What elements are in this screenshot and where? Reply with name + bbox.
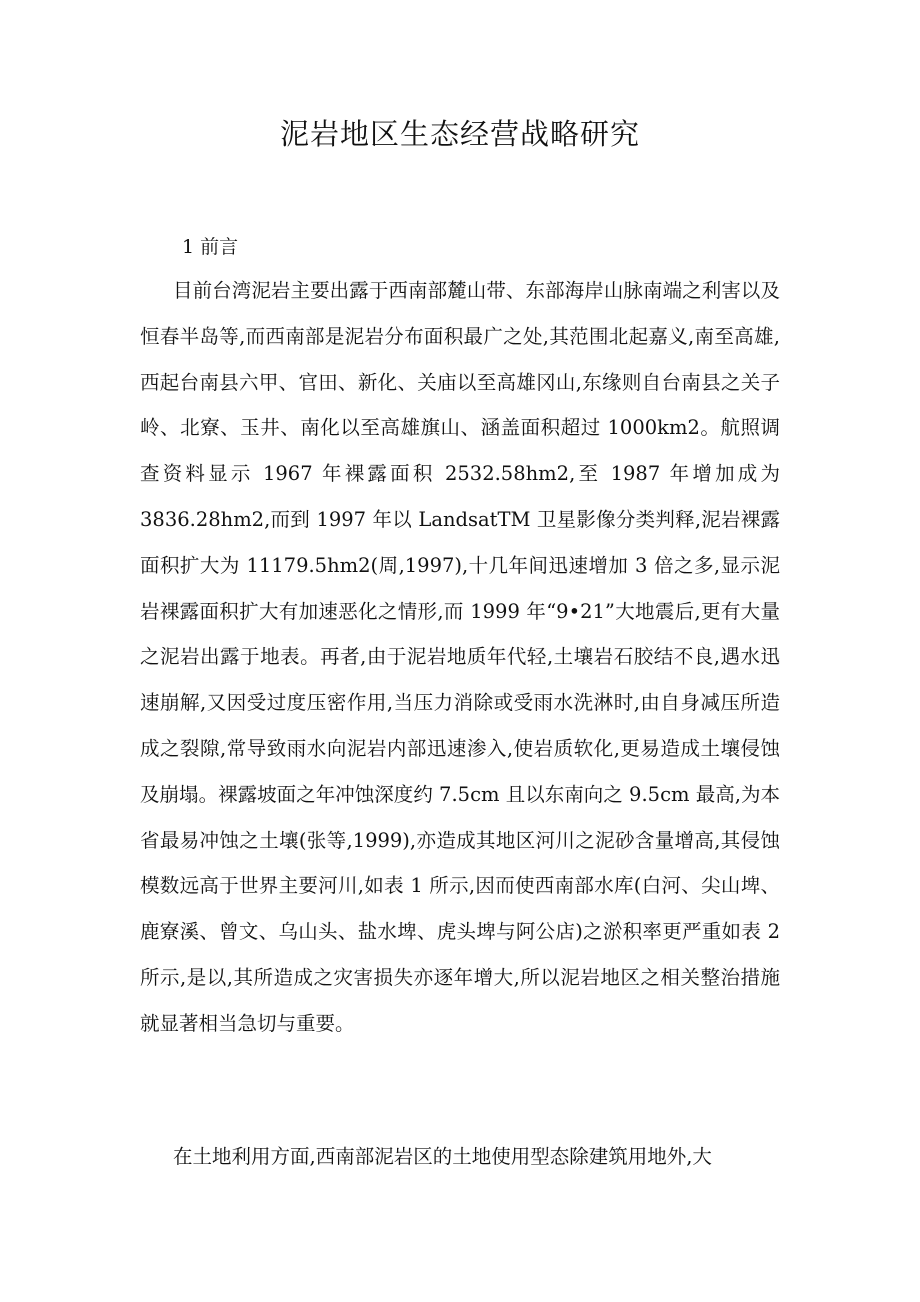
paragraph-introduction: 目前台湾泥岩主要出露于西南部麓山带、东部海岸山脉南端之利害以及恒春半岛等,而西南部是泥岩分布面积最广之处,其范围北起嘉义,南至高雄,西起台南县六甲、官田、新化、关庙以至高雄冈山,东缘则自台南县之关子岭、北寮、玉井、南化以至高雄旗山、涵盖面积超过 1000km2。航照调查资料显示 1967 年裸露面积 2532.58hm2,至 1987 年增加成为 3836.28hm2,而到 1997 年以 LandsatTM 卫星影像分类判释,泥岩裸露面积扩大为 11179.5hm2(周,1997),十几年间迅速增加 3 倍之多,显示泥岩裸露面积扩大有加速恶化之情形,而 1999 年“9•21”大地震后,更有大量之泥岩出露于地表。再者,由于泥岩地质年代轻,土壤岩石胶结不良,遇水迅速崩解,又因受过度压密作用,当压力消除或受雨水洗淋时,由自身减压所造成之裂隙,常导致雨水向泥岩内部迅速渗入,使岩质软化,更易造成土壤侵蚀及崩塌。裸露坡面之年冲蚀深度约 7.5cm 且以东南向之 9.5cm 最高,为本省最易冲蚀之土壤(张等,1999),亦造成其地区河川之泥砂含量增高,其侵蚀模数远高于世界主要河川,如表 1 所示,因而使西南部水库(白河、尖山埤、鹿寮溪、曾文、乌山头、盐水埤、虎头埤与阿公店)之淤积率更严重如表 2 所示,是以,其所造成之灾害损失亦逐年增大,所以泥岩地区之相关整治措施就显著相当急切与重要。: [140, 279, 780, 1035]
paragraph-land-use: 在土地利用方面,西南部泥岩区的土地使用型态除建筑用地外,大: [173, 1145, 712, 1168]
section-heading: 1 前言: [182, 236, 239, 258]
document-title: 泥岩地区生态经营战略研究: [279, 117, 640, 151]
